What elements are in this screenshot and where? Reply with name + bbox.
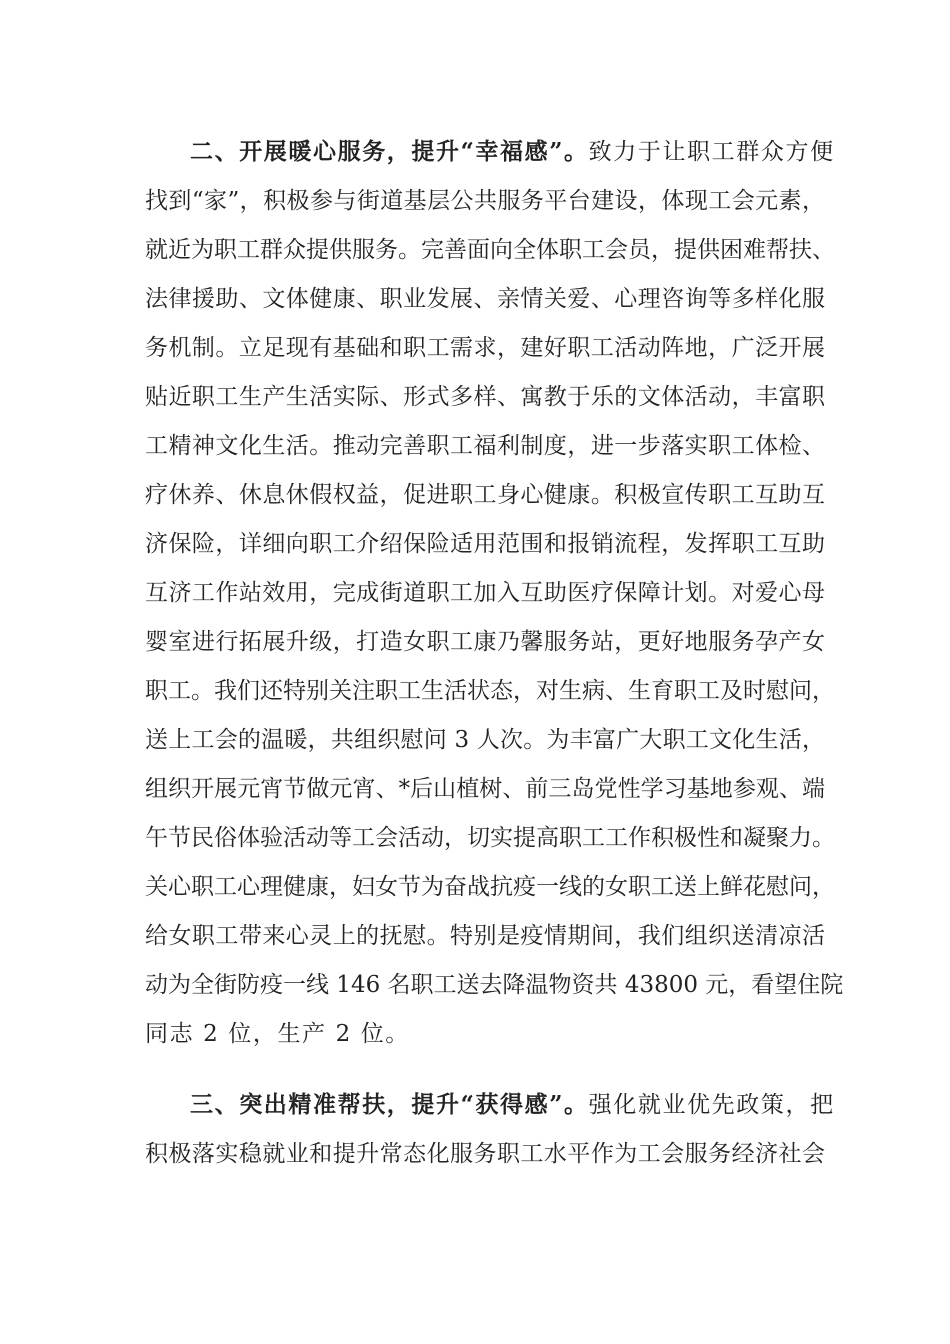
paragraph-2-line-3: 就近为职工群众提供服务。完善面向全体职工会员，提供困难帮扶、 bbox=[145, 237, 835, 263]
paragraph-3-line-1 bbox=[190, 1085, 835, 1125]
paragraph-2-line-13: 送上工会的温暖，共组织慰问 3 人次。为丰富广大职工文化生活， bbox=[145, 727, 825, 753]
paragraph-2-line-7: 工精神文化生活。推动完善职工福利制度，进一步落实职工体检、 bbox=[145, 433, 825, 459]
paragraph-3-line-2: 积极落实稳就业和提升常态化服务职工水平作为工会服务经济社会 bbox=[145, 1141, 825, 1167]
paragraph-2-line-14: 组织开展元宵节做元宵、*后山植树、前三岛党性学习基地参观、端 bbox=[145, 776, 825, 802]
paragraph-2-line-9: 济保险，详细向职工介绍保险适用范围和报销流程，发挥职工互助 bbox=[145, 531, 825, 557]
paragraph-2-line-15: 午节民俗体验活动等工会活动，切实提高职工工作积极性和凝聚力。 bbox=[145, 825, 835, 851]
paragraph-2-line-5: 务机制。立足现有基础和职工需求，建好职工活动阵地，广泛开展 bbox=[145, 335, 825, 361]
paragraph-2-heading: 二、开展暖心服务，提升“幸福感”。 bbox=[190, 138, 589, 165]
paragraph-2-line-11: 婴室进行拓展升级，打造女职工康乃馨服务站，更好地服务孕产女 bbox=[145, 629, 825, 655]
paragraph-2-line-1 bbox=[190, 132, 835, 172]
paragraph-3-heading: 三、突出精准帮扶，提升“获得感”。 bbox=[190, 1091, 589, 1118]
paragraph-2-line-16: 关心职工心理健康，妇女节为奋战抗疫一线的女职工送上鲜花慰问， bbox=[145, 874, 835, 900]
paragraph-2-line-18: 动为全街防疫一线 146 名职工送去降温物资共 43800 元，看望住院 bbox=[145, 972, 844, 998]
paragraph-2-line-19: 同志 2 位，生产 2 位。 bbox=[145, 1021, 410, 1047]
paragraph-2-line-6: 贴近职工生产生活实际、形式多样、寓教于乐的文体活动，丰富职 bbox=[145, 384, 825, 410]
paragraph-3-line-1-text: 强化就业优先政策，把 bbox=[588, 1092, 835, 1118]
paragraph-2-line-2: 找到“家”，积极参与街道基层公共服务平台建设，体现工会元素， bbox=[145, 188, 825, 214]
paragraph-2-line-17: 给女职工带来心灵上的抚慰。特别是疫情期间，我们组织送清凉活 bbox=[145, 923, 825, 949]
paragraph-2-line-8: 疗休养、休息休假权益，促进职工身心健康。积极宣传职工互助互 bbox=[145, 482, 825, 508]
paragraph-2-line-1-text: 致力于让职工群众方便 bbox=[588, 139, 835, 165]
paragraph-2-line-10: 互济工作站效用，完成街道职工加入互助医疗保障计划。对爱心母 bbox=[145, 580, 825, 606]
paragraph-2-line-12: 职工。我们还特别关注职工生活状态，对生病、生育职工及时慰问， bbox=[145, 678, 835, 704]
paragraph-2-line-4: 法律援助、文体健康、职业发展、亲情关爱、心理咨询等多样化服 bbox=[145, 286, 825, 312]
